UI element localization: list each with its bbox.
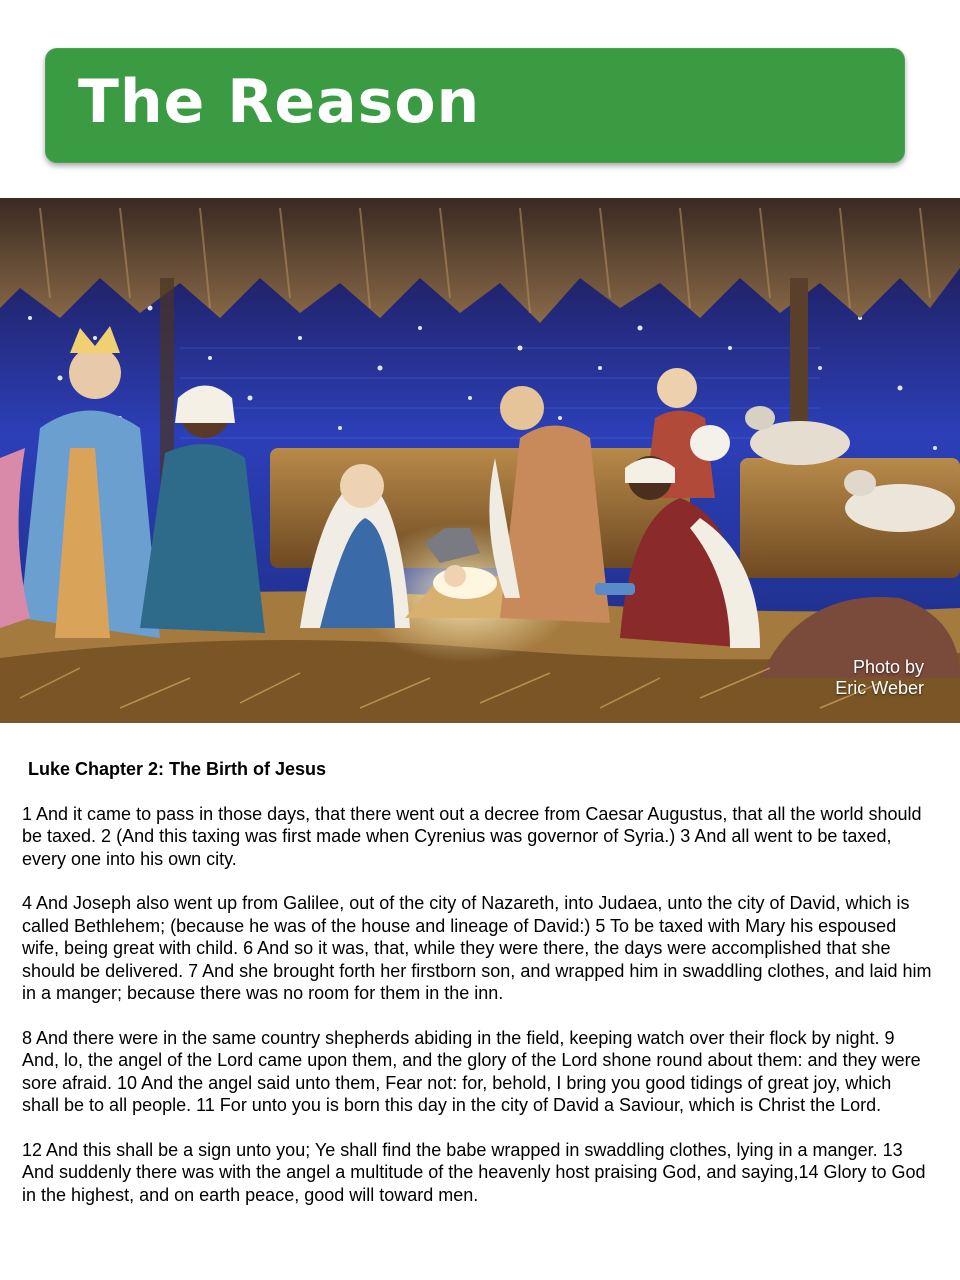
photo-credit-line-1: Photo by: [852, 657, 924, 677]
photo-credit-line-2: Eric Weber: [835, 678, 924, 698]
paragraph-3: 8 And there were in the same country shepherds abiding in the field, keeping watch over their flock by night. 9 And, lo, the angel of the Lord came upon them, and the glory of the Lord shone round about them: and they were sore afraid. 10 And the angel said unto them, Fear not: for, behold, I bring you good tidings of great joy, which shall be to all people. 11 For unto you is born this day in the city of David a Saviour, which is Christ the Lord.: [22, 1027, 921, 1115]
nativity-photo: [0, 198, 960, 723]
nativity-scene-image: [0, 198, 960, 723]
paragraph-4: 12 And this shall be a sign unto you; Ye shall find the babe wrapped in swaddling clothes, lying in a manger. 13 And suddenly there was with the angel a multitude of the heavenly host praising God, and saying,14 Glory to God in the highest, and on earth peace, good will toward men.: [22, 1139, 926, 1205]
article-body: [22, 758, 932, 1228]
title-banner: [45, 48, 905, 163]
paragraph-2: 4 And Joseph also went up from Galilee, out of the city of Nazareth, into Judaea, unto the city of David, which is called Bethlehem; (because he was of the house and lineage of David:) 5 To be taxed with Mary his espoused wife, being great with child. 6 And so it was, that, while they were there, the days were accomplished that she should be delivered. 7 And she brought forth her firstborn son, and wrapped him in swaddling clothes, and laid him in a manger; because there was no room for them in the inn.: [22, 893, 932, 1003]
chapter-heading: Luke Chapter 2: The Birth of Jesus: [28, 759, 327, 779]
photo-credit: [835, 657, 924, 699]
paragraph-1: 1 And it came to pass in those days, that there went out a decree from Caesar Augustus, that all the world should be taxed. 2 (And this taxing was first made when Cyrenius was governor of Syria.) 3 And all went to be taxed, every one into his own city.: [22, 803, 922, 869]
page-title: The Reason: [78, 67, 481, 137]
